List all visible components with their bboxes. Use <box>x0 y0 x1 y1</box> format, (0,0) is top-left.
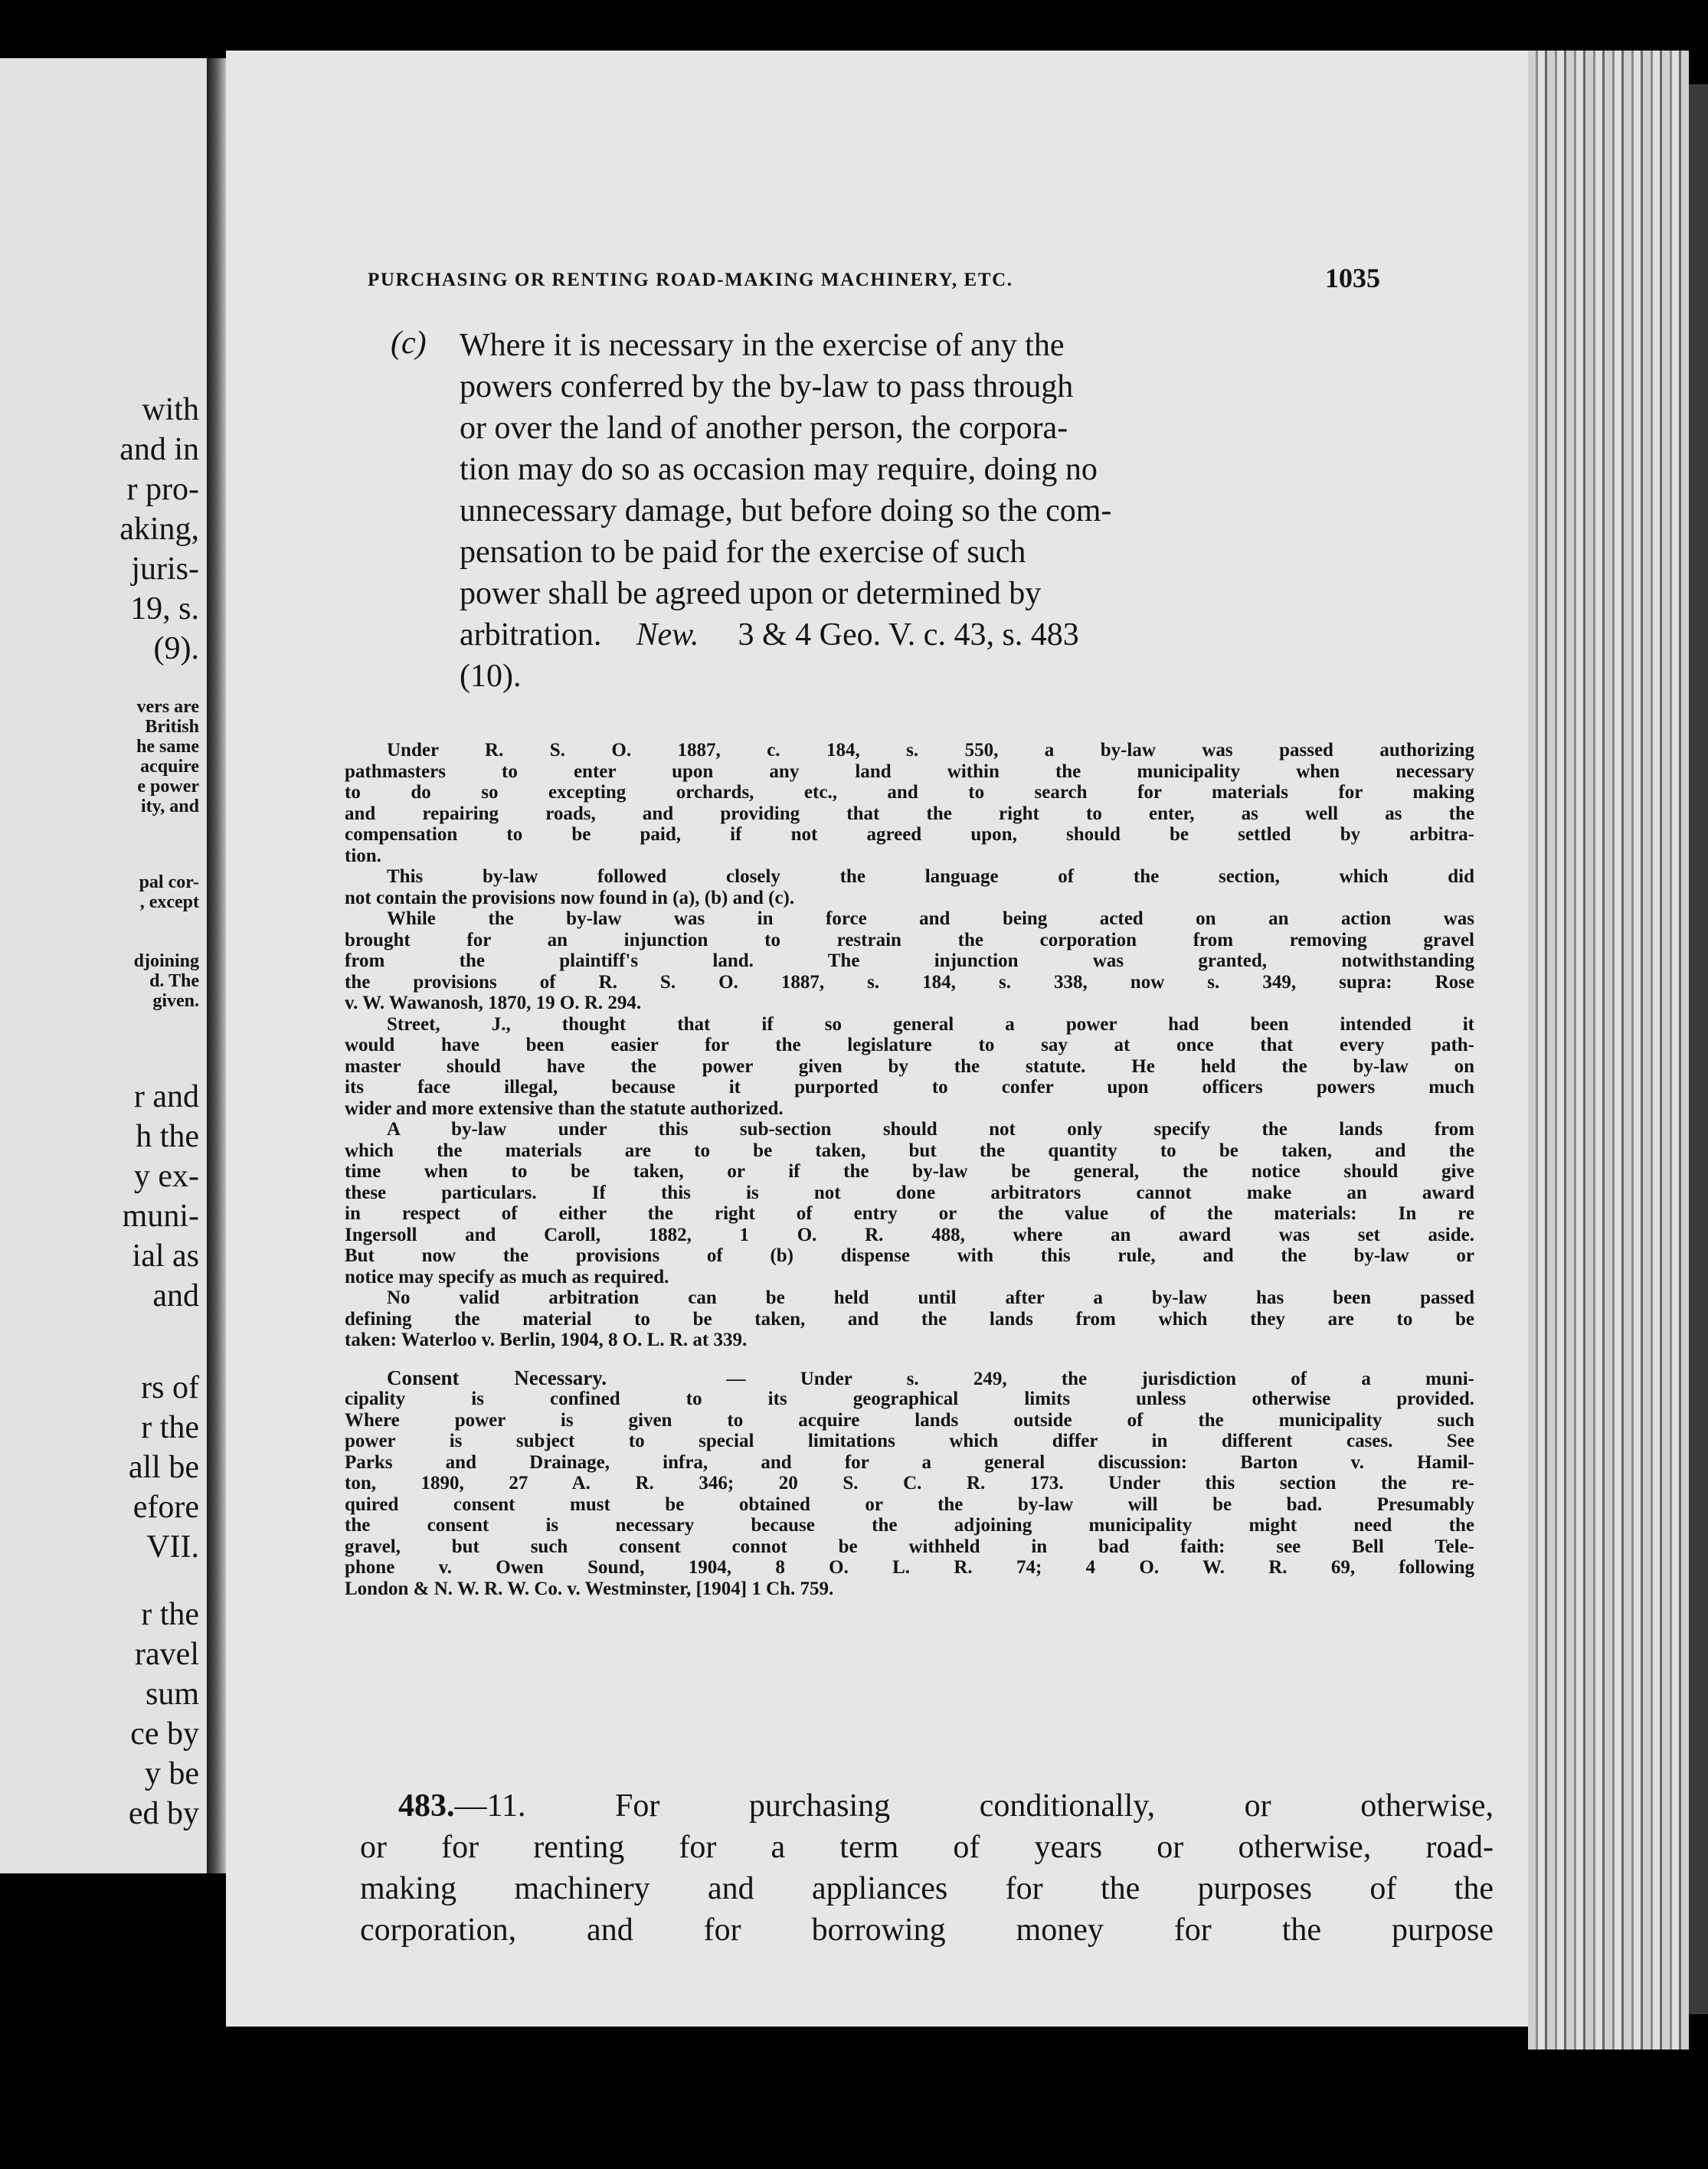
left-page-line: ial as <box>132 1238 199 1274</box>
clause-line: tion may do so as occasion may require, doing no <box>460 452 1098 487</box>
note-heading: Consent Necessary. <box>387 1366 607 1389</box>
note-line: Street, J., thought that if so general a power had been intended it <box>387 1013 1474 1035</box>
left-page-line: efore <box>133 1490 199 1525</box>
note-line: brought for an injunction to restrain the corporation from removing gravel <box>345 929 1474 950</box>
note-line: which the materials are to be taken, but the quantity to be taken, and the <box>345 1140 1474 1161</box>
left-page-line: ravel <box>135 1637 199 1672</box>
note-line: these particulars. If this is not done arbitrators cannot make an award <box>345 1182 1474 1203</box>
left-page-line: pal cor- <box>139 872 199 892</box>
clause-line: (10). <box>460 659 522 694</box>
note-line: A by-law under this sub-section should not only specify the lands from <box>387 1119 1474 1140</box>
clause-line: pensation to be paid for the exercise of such <box>460 535 1026 570</box>
note-line: No valid arbitration can be held until after a by-law has been passed <box>387 1287 1474 1308</box>
clause-text <box>460 325 1448 697</box>
note-paragraph <box>345 1389 1474 1599</box>
left-page-line: e power <box>137 777 199 797</box>
left-page-line: y ex- <box>133 1159 199 1194</box>
left-page-line: (9). <box>153 631 199 666</box>
note-line: taken: Waterloo v. Berlin, 1904, 8 O. L. R. at 339. <box>345 1330 748 1350</box>
note-line: the provisions of R. S. O. 1887, s. 184, s. 338, now s. 349, supra: Rose <box>345 971 1474 993</box>
statute-citation: 3 & 4 Geo. V. c. 43, s. 483 <box>738 617 1079 653</box>
note-text: — Under s. 249, the jurisdiction of a muni- <box>726 1368 1474 1389</box>
note-line: While the by-law was in force and being acted on an action was <box>387 908 1474 929</box>
note-line: wider and more extensive than the statute authorized. <box>345 1098 784 1119</box>
note-line: compensation to be paid, if not agreed upon, should be settled by arbitra- <box>345 824 1474 845</box>
note-line: Under R. S. O. 1887, c. 184, s. 550, a by-law was passed authorizing <box>387 740 1474 761</box>
note-line: London & N. W. R. W. Co. v. Westminster, [1904] 1 Ch. 759. <box>345 1578 834 1599</box>
clause-line-with-citation <box>460 614 1448 656</box>
left-facing-page <box>0 58 207 1873</box>
note-line: not contain the provisions now found in (a), (b) and (c). <box>345 887 795 908</box>
book-edge-shadow <box>1689 84 1708 2014</box>
page-header <box>368 262 1486 308</box>
section-line: making machinery and appliances for the purposes of the <box>360 1871 1494 1906</box>
note-paragraph <box>345 866 1474 908</box>
book-spine <box>207 58 226 1873</box>
left-page-line: , except <box>139 892 199 912</box>
clause-label: (c) <box>391 326 427 361</box>
note-line: pathmasters to enter upon any land within the municipality when necessary <box>345 761 1474 782</box>
clause-line: powers conferred by the by-law to pass through <box>460 369 1074 404</box>
left-page-line: y be <box>144 1756 199 1791</box>
left-page-line: ity, and <box>140 797 199 816</box>
new-marker: New. <box>636 617 699 653</box>
note-line: and repairing roads, and providing that the right to enter, as well as the <box>345 803 1474 824</box>
left-page-line: r the <box>141 1410 199 1445</box>
note-line: would have been easier for the legislature to say at once that every path- <box>345 1035 1474 1055</box>
clause-line: Where it is necessary in the exercise of any the <box>460 328 1065 363</box>
section-first-line <box>360 1785 1494 1827</box>
note-line: ton, 1890, 27 A. R. 346; 20 S. C. R. 173. Under this section the re- <box>345 1473 1474 1493</box>
left-page-line: 19, s. <box>130 591 199 626</box>
note-paragraph <box>345 1287 1474 1351</box>
note-paragraph <box>345 908 1474 1014</box>
note-line: Ingersoll and Caroll, 1882, 1 O. R. 488, where an award was set aside. <box>345 1224 1474 1245</box>
note-line: tion. <box>345 845 381 866</box>
section-number: 483. <box>398 1788 455 1824</box>
note-line: quired consent must be obtained or the by-law will be bad. Presumably <box>345 1493 1474 1515</box>
note-line: notice may specify as much as required. <box>345 1266 669 1287</box>
left-page-line: r the <box>141 1597 199 1632</box>
note-line: cipality is confined to its geographical limits unless otherwise provided. <box>345 1389 1474 1409</box>
left-page-line: and in <box>119 432 199 467</box>
note-line: defining the material to be taken, and the lands from which they are to be <box>345 1308 1474 1330</box>
left-page-line: British <box>145 717 199 737</box>
left-page-line: h the <box>136 1119 199 1154</box>
left-page-line: r and <box>133 1079 199 1114</box>
note-paragraph <box>345 1119 1474 1287</box>
note-line: phone v. Owen Sound, 1904, 8 O. L. R. 74; 4 O. W. R. 69, following <box>345 1557 1474 1578</box>
note-line: This by-law followed closely the language of the section, which did <box>387 866 1474 887</box>
section-line: or for renting for a term of years or otherwise, road- <box>360 1830 1494 1865</box>
running-title: PURCHASING OR RENTING ROAD-MAKING MACHINERY, ETC. <box>368 270 1013 290</box>
book-page-edges <box>1528 51 1689 2050</box>
left-page-line: vers are <box>136 697 199 717</box>
left-page-line: d. The <box>149 971 199 991</box>
note-line: master should have the power given by the statute. He held the by-law on <box>345 1055 1474 1077</box>
left-page-line: rs of <box>141 1370 199 1405</box>
left-page-line: with <box>142 392 199 427</box>
clause-line: unnecessary damage, but before doing so the com- <box>460 493 1112 528</box>
left-page-line: juris- <box>131 551 199 587</box>
section-line: corporation, and for borrowing money for the purpose <box>360 1912 1494 1948</box>
left-page-line: given. <box>152 991 199 1011</box>
note-line: from the plaintiff's land. The injunction was granted, notwithstanding <box>345 950 1474 971</box>
clause-line-text: arbitration. <box>460 617 602 653</box>
note-line: time when to be taken, or if the by-law be general, the notice should give <box>345 1161 1474 1182</box>
left-page-line: djoining <box>133 951 199 971</box>
left-page-line: he same <box>136 737 199 757</box>
consent-necessary-first-line <box>345 1368 1474 1389</box>
section-text: —11. For purchasing conditionally, or otherwise, <box>454 1788 1494 1824</box>
left-page-line: ed by <box>128 1796 199 1831</box>
note-line: the consent is necessary because the adjoining municipality might need the <box>345 1515 1474 1536</box>
note-line: Where power is given to acquire lands outside of the municipality such <box>345 1409 1474 1431</box>
left-page-line: all be <box>128 1450 199 1485</box>
left-page-line: r pro- <box>126 472 199 507</box>
left-page-line: sum <box>145 1677 199 1712</box>
note-paragraph <box>345 1014 1474 1120</box>
left-page-line: ce by <box>130 1716 199 1752</box>
left-page-line: muni- <box>122 1199 199 1234</box>
left-page-line: and <box>152 1278 199 1314</box>
note-line: in respect of either the right of entry or the value of the materials: In re <box>345 1203 1474 1224</box>
main-page <box>226 51 1528 2027</box>
note-line: v. W. Wawanosh, 1870, 19 O. R. 294. <box>345 993 642 1013</box>
section-483 <box>360 1785 1494 1951</box>
note-paragraph <box>345 740 1474 866</box>
left-page-line: acquire <box>140 757 199 777</box>
note-line: Parks and Drainage, infra, and for a general discussion: Barton v. Hamil- <box>345 1451 1474 1473</box>
page-number: 1035 <box>1325 263 1380 293</box>
clause-line: or over the land of another person, the corpora- <box>460 411 1068 446</box>
note-line: But now the provisions of (b) dispense with this rule, and the by-law or <box>345 1245 1474 1266</box>
left-page-line: aking, <box>119 512 199 547</box>
clause-line: power shall be agreed upon or determined by <box>460 576 1042 611</box>
note-line: power is subject to special limitations which differ in different cases. See <box>345 1431 1474 1451</box>
note-line: to do so excepting orchards, etc., and to search for materials for making <box>345 782 1474 803</box>
annotation-notes <box>345 740 1474 1599</box>
note-line: its face illegal, because it purported to confer upon officers powers much <box>345 1077 1474 1098</box>
note-line: gravel, but such consent connot be withheld in bad faith: see Bell Tele- <box>345 1536 1474 1557</box>
left-page-line: VII. <box>146 1529 199 1565</box>
